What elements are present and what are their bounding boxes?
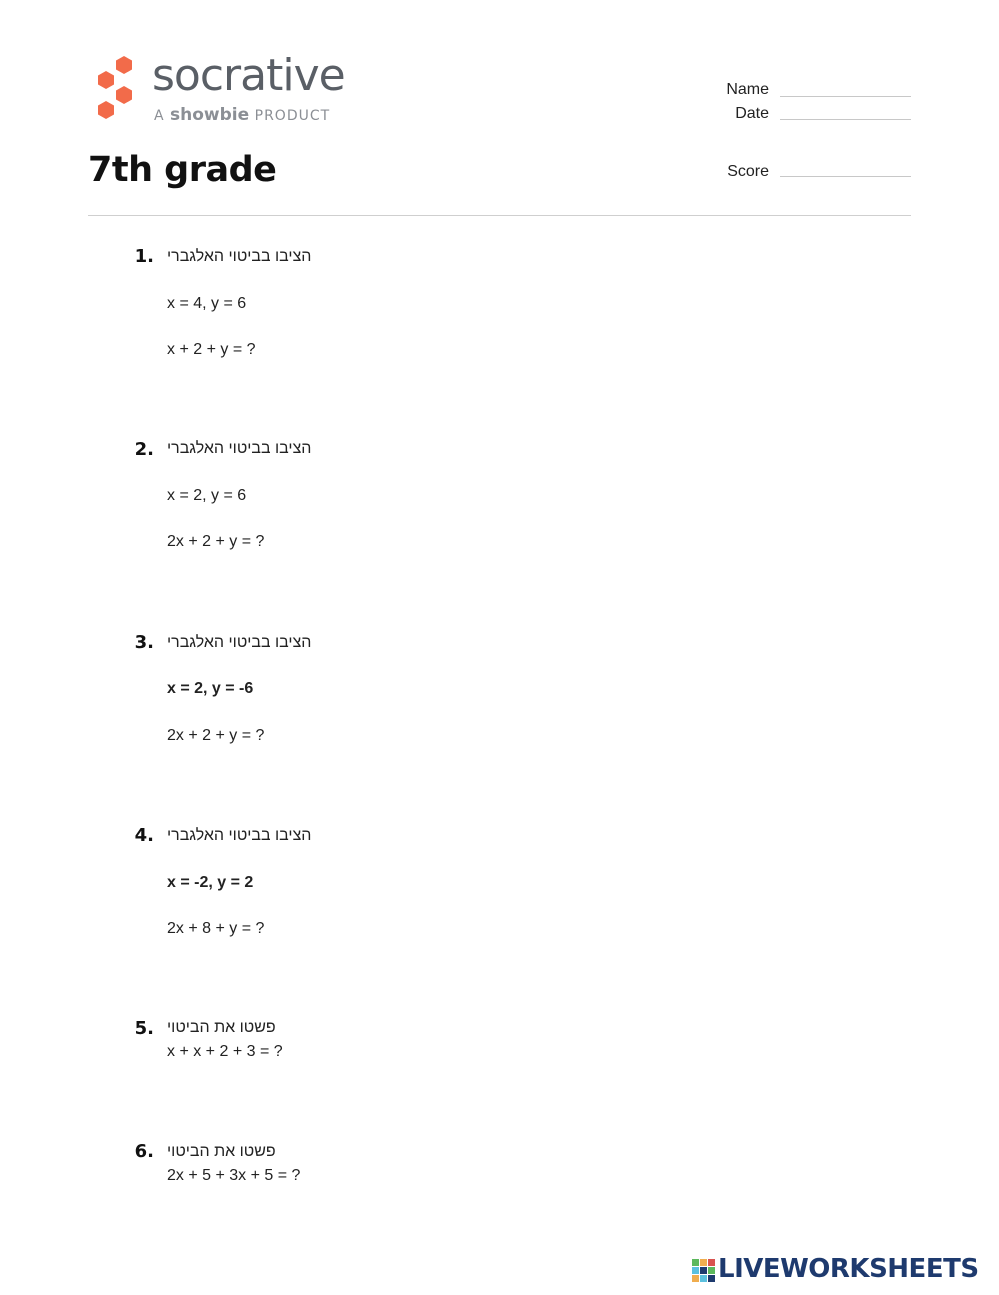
question-number: 6. <box>134 1141 154 1162</box>
header-divider <box>88 215 911 216</box>
tagline-prefix: A <box>154 108 165 124</box>
name-label: Name <box>726 81 769 98</box>
question-number: 3. <box>134 632 154 653</box>
question-given: x = 4, y = 6 <box>167 295 247 312</box>
brand-tagline <box>154 105 330 125</box>
tagline-suffix: PRODUCT <box>254 108 331 124</box>
question-prompt: הציבו בביטוי האלגברי <box>167 634 312 651</box>
question-prompt: פשטו את הביטוי <box>167 1143 276 1160</box>
date-label: Date <box>735 105 769 122</box>
footer-brand: LIVEWORKSHEETS <box>718 1254 979 1284</box>
date-field[interactable] <box>780 119 911 120</box>
page-title: 7th grade <box>88 150 277 190</box>
question-expression: 2x + 2 + y = ? <box>167 533 265 550</box>
question-given: x = 2, y = 6 <box>167 487 247 504</box>
question-number: 2. <box>134 439 154 460</box>
score-field[interactable] <box>780 176 911 177</box>
question-number: 5. <box>134 1018 154 1039</box>
question-expression: 2x + 2 + y = ? <box>167 727 265 744</box>
question-expression: 2x + 8 + y = ? <box>167 920 265 937</box>
tagline-brand: showbie <box>170 105 250 125</box>
brand-name: socrative <box>152 50 345 101</box>
question-expression: x + x + 2 + 3 = ? <box>167 1043 283 1060</box>
score-label: Score <box>727 163 769 180</box>
question-expression: 2x + 5 + 3x + 5 = ? <box>167 1167 301 1184</box>
question-given: x = 2, y = -6 <box>167 680 254 697</box>
question-prompt: הציבו בביטוי האלגברי <box>167 827 312 844</box>
question-prompt: פשטו את הביטוי <box>167 1019 276 1036</box>
question-expression: x + 2 + y = ? <box>167 341 256 358</box>
question-prompt: הציבו בביטוי האלגברי <box>167 440 312 457</box>
name-field[interactable] <box>780 96 911 97</box>
question-number: 1. <box>134 246 154 267</box>
question-number: 4. <box>134 825 154 846</box>
liveworksheets-grid-icon <box>692 1259 716 1283</box>
hexagon-logo-icon <box>88 54 140 120</box>
question-prompt: הציבו בביטוי האלגברי <box>167 248 312 265</box>
question-given: x = -2, y = 2 <box>167 874 254 891</box>
socrative-logo <box>88 50 388 125</box>
